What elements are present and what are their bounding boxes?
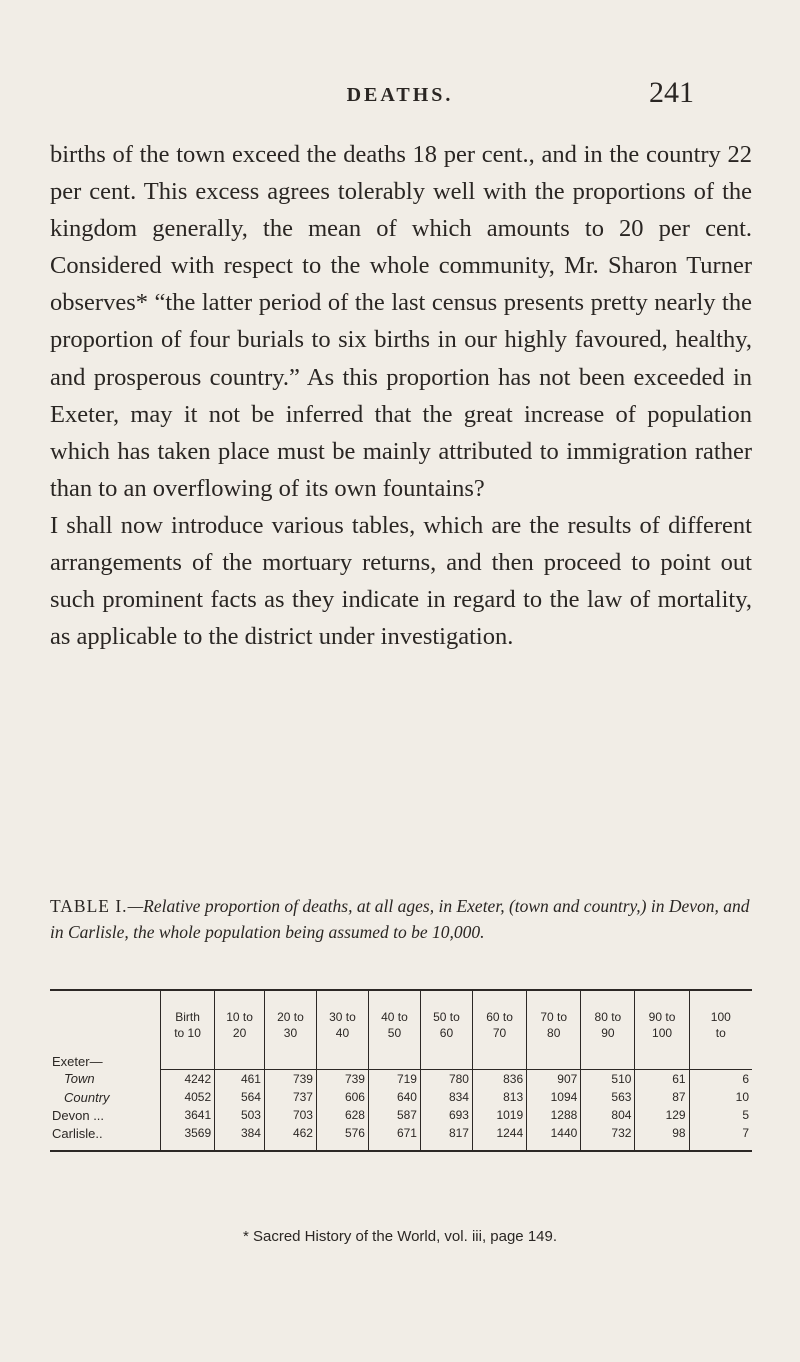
row-label: Carlisle.. — [50, 1124, 161, 1151]
table-cell: 61 — [635, 1070, 689, 1089]
header-cell: 90 to 100 — [635, 990, 689, 1049]
table-cell: 671 — [368, 1124, 420, 1151]
table-cell: 813 — [472, 1088, 526, 1106]
footnote: * Sacred History of the World, vol. iii, page 149. — [242, 1228, 558, 1245]
table-cell: 628 — [316, 1106, 368, 1124]
header-cell: 50 to 60 — [420, 990, 472, 1049]
table-header-row — [50, 990, 752, 1049]
table-cell: 503 — [215, 1106, 265, 1124]
table-row — [50, 1124, 752, 1151]
group-label: Exeter— — [50, 1049, 161, 1070]
table-cell: 384 — [215, 1124, 265, 1151]
table-cell: 10 — [735, 1089, 749, 1104]
table-cell: 719 — [368, 1070, 420, 1089]
page-header — [0, 76, 800, 116]
table-caption — [50, 894, 752, 945]
table-cell: 732 — [581, 1124, 635, 1151]
header-cell: 60 to 70 — [472, 990, 526, 1049]
table-cell: 693 — [420, 1106, 472, 1124]
running-title: DEATHS. — [346, 84, 454, 106]
table-row — [50, 1106, 752, 1124]
table-cell: 7 — [742, 1125, 749, 1140]
table-cell: 739 — [316, 1070, 368, 1089]
table-group-row — [50, 1049, 752, 1070]
table-cell: 3641 — [161, 1106, 215, 1124]
table-cell: 564 — [215, 1088, 265, 1106]
table-cell: 563 — [581, 1088, 635, 1106]
table-cell: 907 — [527, 1070, 581, 1089]
header-cell: 20 to 30 — [264, 990, 316, 1049]
table-cell: 834 — [420, 1088, 472, 1106]
table-cell: 3569 — [161, 1124, 215, 1151]
table-cell: 817 — [420, 1124, 472, 1151]
header-empty — [50, 990, 161, 1049]
table-cell: 576 — [316, 1124, 368, 1151]
header-cell: 40 to 50 — [368, 990, 420, 1049]
row-label: Country — [50, 1088, 161, 1106]
table-cell: 87 — [635, 1088, 689, 1106]
table-row — [50, 1070, 752, 1089]
table-cell: 462 — [264, 1124, 316, 1151]
header-cell: 70 to 80 — [527, 990, 581, 1049]
mortality-table — [50, 989, 752, 1152]
table-cell: 836 — [472, 1070, 526, 1089]
table-cell: 129 — [635, 1106, 689, 1124]
table-row — [50, 1088, 752, 1106]
header-cell: 10 to 20 — [215, 990, 265, 1049]
table-cell: 1288 — [527, 1106, 581, 1124]
header-cell: 80 to 90 — [581, 990, 635, 1049]
table-caption-text: —Relative proportion of deaths, at all ages, in Exeter, (town and country,) in Devon, and in Carlisle, the whole population being assumed to be 10,000. — [50, 896, 750, 942]
table-cell: 606 — [316, 1088, 368, 1106]
table-cell: 739 — [264, 1070, 316, 1089]
table-cell: 4052 — [161, 1088, 215, 1106]
table-cell: 4242 — [161, 1070, 215, 1089]
table-label: TABLE I. — [50, 896, 128, 916]
body-text — [50, 136, 752, 655]
paragraph-2: I shall now introduce various tables, which are the results of different arrangements of the mortuary returns, and then proceed to point out such prominent facts as they indicate in regard to the law of mortality, as applicable to the district under investigation. — [50, 511, 752, 651]
paragraph-1: births of the town exceed the deaths 18 per cent., and in the country 22 per cent. This excess agrees tolerably well with the proportions of the kingdom generally, the mean of which amounts to 20 per cent. Considered with respect to the whole community, Mr. Sharon Turner observes* “the latter period of the last census presents pretty nearly the proportion of four burials to six births in our highly favoured, healthy, and prosperous country.” As this proportion has not been exceeded in Exeter, may it not be inferred that the great increase of population which has taken place must be mainly attributed to immigration rather than to an overflowing of its own fountains? — [50, 141, 752, 502]
table-cell: 5 — [742, 1107, 749, 1122]
table-cell: 461 — [215, 1070, 265, 1089]
table-cell: 6 — [742, 1071, 749, 1086]
table-cell: 1244 — [472, 1124, 526, 1151]
table-cell: 780 — [420, 1070, 472, 1089]
header-cell: 100 to — [710, 1010, 731, 1040]
table-cell: 1019 — [472, 1106, 526, 1124]
header-cell: 30 to 40 — [316, 990, 368, 1049]
table-cell: 1094 — [527, 1088, 581, 1106]
row-label: Devon ... — [50, 1106, 161, 1124]
table-cell: 703 — [264, 1106, 316, 1124]
header-cell: Birth to 10 — [161, 990, 215, 1049]
table-cell: 98 — [635, 1124, 689, 1151]
table-cell: 1440 — [527, 1124, 581, 1151]
table-cell: 640 — [368, 1088, 420, 1106]
page-number: 241 — [649, 76, 694, 109]
row-label: Town — [50, 1070, 161, 1089]
table-cell: 804 — [581, 1106, 635, 1124]
table-cell: 737 — [264, 1088, 316, 1106]
table-cell: 587 — [368, 1106, 420, 1124]
table-cell: 510 — [581, 1070, 635, 1089]
